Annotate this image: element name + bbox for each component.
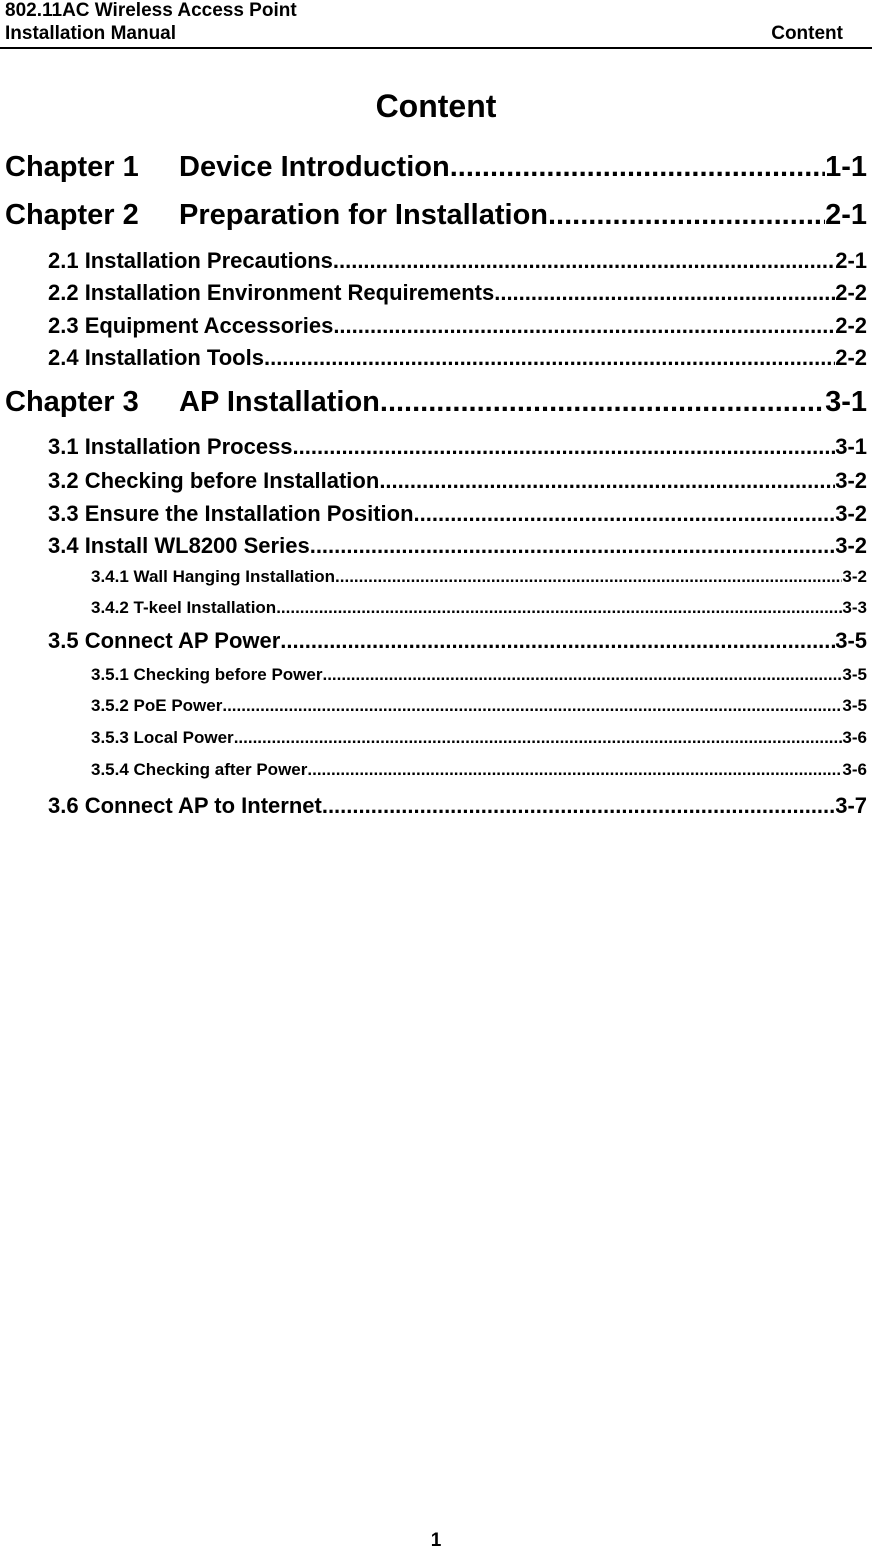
toc-chapter-number: Chapter 2 [5,199,139,231]
toc-entry-page: 2-2 [835,280,867,305]
toc-leader-dots [264,343,835,373]
toc-entry-page: 3-2 [835,468,867,493]
toc-leader-dots [234,726,843,750]
toc-entry-label: 3.5.3 Local Power [91,728,234,747]
toc-subsection-3-5-2[interactable] [91,694,867,718]
toc-entry-page: 3-2 [835,533,867,558]
header-manual: Installation Manual [5,23,177,44]
toc-section-2-3[interactable] [48,311,867,341]
toc-section-3-5[interactable] [48,626,867,656]
toc-leader-dots [333,311,835,341]
toc-leader-dots [293,432,836,462]
toc-entry-label: 3.4 Install WL8200 Series [48,533,310,558]
header-section: Content [771,23,843,44]
toc-leader-dots [450,149,825,185]
toc-entry-page: 3-5 [835,628,867,653]
toc-entry-label: 2.3 Equipment Accessories [48,313,334,338]
toc-entry-label: 3.3 Ensure the Installation Position [48,501,414,526]
toc-leader-dots [322,791,835,821]
toc-chapter-number: Chapter 1 [5,151,139,183]
toc-entry-label: 2.2 Installation Environment Requirements [48,280,495,305]
toc-section-3-2[interactable] [48,466,867,496]
toc-subsection-3-4-2[interactable] [91,596,867,620]
toc-entry-page: 3-5 [842,696,867,715]
toc-entry-page: 3-6 [842,760,867,779]
toc-entry-label: Preparation for Installation [179,199,548,231]
toc-subsection-3-5-1[interactable] [91,663,867,687]
page-header [0,0,872,50]
toc-entry-page: 3-1 [825,386,867,418]
toc-chapter-2[interactable] [5,197,867,233]
toc-entry-label: 2.4 Installation Tools [48,345,264,370]
header-product: 802.11AC Wireless Access Point [5,0,297,21]
toc-entry-label: 3.5.4 Checking after Power [91,760,308,779]
toc-entry-label: AP Installation [179,386,380,418]
toc-entry-page: 3-3 [842,598,867,617]
toc-section-2-4[interactable] [48,343,867,373]
toc-leader-dots [380,384,825,420]
page-title: Content [375,88,497,124]
toc-chapter-3[interactable] [5,384,867,420]
toc-leader-dots [322,663,842,687]
toc-entry-label: 3.5 Connect AP Power [48,628,281,653]
toc-entry-page: 3-5 [842,665,867,684]
toc-entry-page: 3-2 [842,567,867,586]
toc-entry-label: 3.2 Checking before Installation [48,468,380,493]
toc-entry-page: 3-6 [842,728,867,747]
toc-leader-dots [548,197,825,233]
toc-leader-dots [307,758,842,782]
header-rule [0,47,872,49]
toc-entry-label: 3.4.2 T-keel Installation [91,598,277,617]
toc-entry-label: 3.5.2 PoE Power [91,696,223,715]
toc-leader-dots [494,278,835,308]
toc-subsection-3-5-4[interactable] [91,758,867,782]
toc-section-2-1[interactable] [48,246,867,276]
toc-leader-dots [333,246,835,276]
toc-leader-dots [379,466,835,496]
toc-chapter-1[interactable] [5,149,867,185]
toc-entry-page: 1-1 [825,151,867,183]
page-number: 1 [430,1530,442,1551]
toc-subsection-3-5-3[interactable] [91,726,867,750]
toc-entry-page: 3-2 [835,501,867,526]
toc-entry-label: 3.6 Connect AP to Internet [48,793,322,818]
toc-entry-page: 2-2 [835,313,867,338]
toc-subsection-3-4-1[interactable] [91,565,867,589]
toc-entry-page: 3-1 [835,434,867,459]
toc-entry-label: 3.1 Installation Process [48,434,293,459]
toc-section-3-3[interactable] [48,499,867,529]
toc-entry-label: 3.5.1 Checking before Power [91,665,323,684]
toc-entry-page: 2-2 [835,345,867,370]
toc-section-3-4[interactable] [48,531,867,561]
toc-entry-label: Device Introduction [179,151,450,183]
toc-entry-page: 2-1 [835,248,867,273]
toc-leader-dots [222,694,842,718]
toc-entry-label: 2.1 Installation Precautions [48,248,333,273]
toc-section-3-1[interactable] [48,432,867,462]
toc-section-3-6[interactable] [48,791,867,821]
toc-entry-page: 2-1 [825,199,867,231]
toc-leader-dots [335,565,842,589]
toc-leader-dots [310,531,836,561]
toc-leader-dots [276,596,842,620]
toc-leader-dots [280,626,835,656]
toc-section-2-2[interactable] [48,278,867,308]
toc-leader-dots [414,499,836,529]
toc-chapter-number: Chapter 3 [5,386,139,418]
toc-entry-page: 3-7 [835,793,867,818]
toc-entry-label: 3.4.1 Wall Hanging Installation [91,567,336,586]
